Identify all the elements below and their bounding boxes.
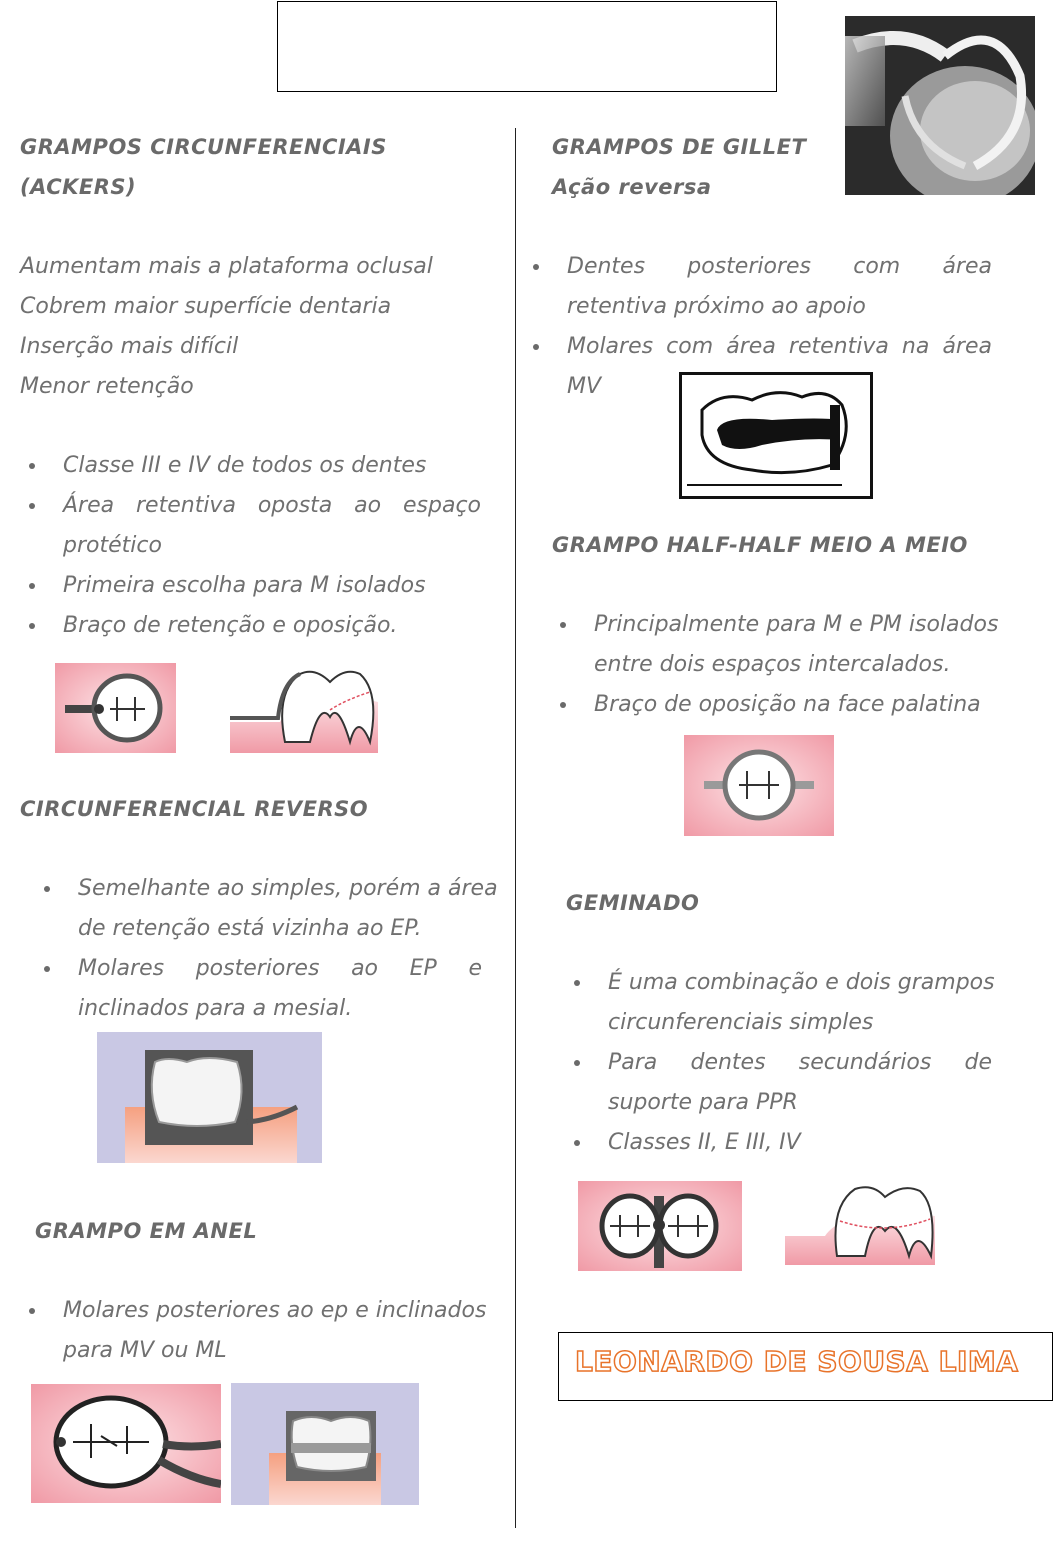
section-title-half-half: GRAMPO HALF-HALF MEIO A MEIO [552,533,968,557]
list-item: Área retentiva oposta ao espaço protético [63,486,481,566]
list-item: Semelhante ao simples, porém a área de retenção está vizinha ao EP. [78,869,482,949]
geminado-bullets [608,963,995,1163]
title-box [277,1,777,92]
reverso-diagram [97,1032,322,1163]
list-item: Braço de retenção e oposição. [63,606,481,646]
list-item: Principalmente para M e PM isolados entre dois espaços intercalados. [594,605,994,685]
list-item: Primeira escolha para M isolados [63,566,481,606]
author-name: LEONARDO DE SOUSA LIMA [575,1345,1019,1378]
section-subtitle-ackers: (ACKERS) [20,175,137,199]
section-title-reverso: CIRCUNFERENCIAL REVERSO [20,797,369,821]
anel-side-diagram [231,1383,419,1505]
anel-occlusal-diagram [31,1384,221,1503]
author-box [558,1332,1053,1401]
section-title-gillet: GRAMPOS DE GILLET [552,135,807,159]
list-item: Classe III e IV de todos os dentes [63,446,481,486]
section-subtitle-gillet: Ação reversa [552,175,712,199]
list-item: Braço de oposição na face palatina [594,685,994,725]
geminado-side-diagram [785,1181,935,1265]
half-half-diagram [684,735,834,836]
ackers-side-diagram [230,662,378,753]
section-title-ackers: GRAMPOS CIRCUNFERENCIAIS [20,135,387,159]
ackers-line-2: Cobrem maior superfície dentaria [20,294,392,319]
list-item: Dentes posteriores com área retentiva próximo ao apoio [567,247,992,327]
gillet-diagram [679,372,873,499]
list-item: Molares posteriores ao ep e inclinados para MV ou ML [63,1291,483,1371]
list-item: Molares posteriores ao EP e inclinados para a mesial. [78,949,482,1029]
list-item: É uma combinação e dois grampos circunferenciais simples [608,963,992,1043]
ackers-line-3: Inserção mais difícil [20,334,239,359]
list-item: Molares com área retentiva na área MV [567,327,992,407]
ackers-bullets [63,446,481,646]
ackers-line-4: Menor retenção [20,374,194,399]
clasp-photo [845,16,1035,195]
geminado-occlusal-diagram [578,1181,742,1271]
ackers-occlusal-diagram [55,663,176,753]
reverso-bullets [78,869,498,1029]
list-item: Classes II, E III, IV [608,1123,992,1163]
column-divider [515,128,516,1528]
section-title-anel: GRAMPO EM ANEL [35,1219,258,1243]
half-half-bullets [594,605,999,725]
anel-bullets [63,1291,487,1371]
ackers-line-1: Aumentam mais a plataforma oclusal [20,254,433,279]
list-item: Para dentes secundários de suporte para PPR [608,1043,992,1123]
section-title-geminado: GEMINADO [566,891,700,915]
